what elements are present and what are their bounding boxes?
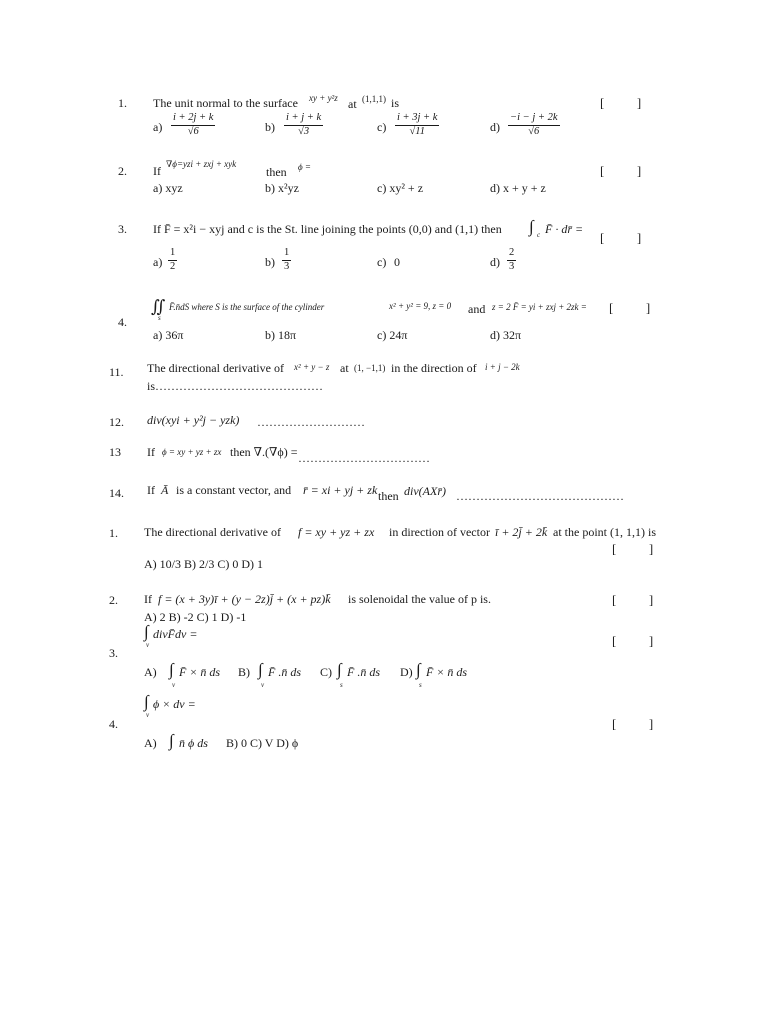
s2-q3-opt-d-sub: s [419, 681, 422, 689]
q1-opt-d-label: d) [490, 120, 500, 134]
q4-and: and [468, 302, 486, 316]
s2-q4-opt-a-integrand: n̄ ϕ ds [179, 736, 208, 750]
q1-number: 1. [118, 96, 127, 110]
s2-q3-number: 3. [109, 646, 118, 660]
q1-opt-c-fraction: i + 3j + k √11 [397, 112, 438, 137]
q2-opt-c: c) xy² + z [377, 181, 424, 195]
s2-q4-answer-bracket[interactable]: [ ] [612, 716, 654, 731]
q14-position-vector: r̄ = xi + yj + zk [303, 483, 378, 497]
q14-number: 14. [109, 486, 124, 500]
q3-answer-bracket[interactable]: [ ] [600, 230, 642, 245]
q14-constant-text: is a constant vector, and [176, 483, 292, 497]
q2-answer-bracket[interactable]: [ ] [600, 163, 642, 178]
s2-q4-other-options: B) 0 C) V D) ϕ [226, 736, 299, 750]
s2-q1-stem: The directional derivative of [144, 525, 281, 539]
q14-then: then [378, 489, 399, 503]
q2-opt-a: a) xyz [153, 181, 183, 195]
s2-q2-field: f = (x + 3y)ī + (y − 2z)j̄ + (x + pz)k̄ [158, 592, 331, 606]
q12-expression: div(xyi + y²j − yzk) [147, 413, 240, 427]
q1-surface: xy + y²z [309, 93, 338, 103]
q11-direction-text: in the direction of [391, 361, 477, 375]
s2-q2-tail: is solenoidal the value of p is. [348, 592, 491, 606]
q4-integrand: F̄.n̄dS where S is the surface of the cylinder [169, 302, 325, 312]
q3-integrand: F̄ · dr̄ = [545, 222, 584, 236]
q1-opt-a-label: a) [153, 120, 163, 134]
q1-stem: The unit normal to the surface [153, 96, 298, 110]
q2-then: then [266, 165, 287, 179]
q4-number: 4. [118, 315, 127, 329]
s2-q4-stem: ϕ × dv = [153, 697, 196, 711]
q11-direction: i + j − 2k [485, 362, 520, 372]
s2-q3-opt-b-integral: ∫ [258, 660, 263, 679]
q3-number: 3. [118, 222, 127, 236]
s2-q3-opt-a-label: A) [144, 665, 157, 679]
s2-q1-mid: in direction of vector [389, 525, 490, 539]
q13-phi: ϕ = xy + yz + zx [162, 447, 222, 457]
q12-blank[interactable]: ……………………… [257, 415, 365, 429]
s2-q3-opt-a-integrand: F̄ × n̄ ds [179, 665, 221, 679]
q13-if: If [147, 445, 155, 459]
s2-q4-integral-sign: ∫ [144, 692, 149, 711]
q1-opt-b-fraction: i + j + k √3 [286, 112, 322, 137]
s2-q3-opt-c-sub: s [340, 681, 343, 689]
q3-opt-a-fraction: 1 2 [170, 247, 176, 272]
s2-q2-if: If [144, 592, 152, 606]
s2-q3-opt-d-label: D) [400, 665, 413, 679]
q3-opt-b-fraction: 1 3 [284, 247, 290, 272]
q14-if: If [147, 483, 155, 497]
q3-opt-b-label: b) [265, 255, 275, 269]
q13-then: then ∇.(∇ϕ) = [230, 445, 298, 459]
q1-at: at [348, 97, 357, 111]
s2-q4-opt-a-label: A) [144, 736, 157, 750]
q11-point: (1, −1,1) [354, 363, 386, 373]
q11-at: at [340, 361, 349, 375]
s2-q4-opt-a-integral: ∫ [169, 731, 174, 750]
s2-q3-stem: divF̄dv = [153, 627, 198, 641]
s2-q4-number: 4. [109, 717, 118, 731]
q4-cylinder-eq: x² + y² = 9, z = 0 [389, 301, 452, 311]
q4-opt-b: b) 18π [265, 328, 297, 342]
q4-opt-d: d) 32π [490, 328, 522, 342]
q4-opt-a: a) 36π [153, 328, 184, 342]
q1-opt-a-fraction: i + 2j + k √6 [173, 112, 214, 137]
q11-function: x² + y − z [294, 362, 330, 372]
q12-number: 12. [109, 415, 124, 429]
s2-q2-number: 2. [109, 593, 118, 607]
q1-opt-d-fraction: −i − j + 2k √6 [510, 112, 558, 137]
q4-opt-c: c) 24π [377, 328, 408, 342]
q1-point: (1,1,1) [362, 94, 386, 104]
s2-q3-integral-sign: ∫ [144, 622, 149, 641]
q3-integral-subscript: c [537, 231, 541, 239]
q2-phi: ϕ = [298, 162, 311, 172]
s2-q2-answer-bracket[interactable]: [ ] [612, 592, 654, 607]
s2-q3-opt-c-label: C) [320, 665, 332, 679]
q3-opt-d-label: d) [490, 255, 500, 269]
q4-field: z = 2 F̄ = yi + zxj + 2zk = [492, 302, 587, 312]
q1-opt-c-label: c) [377, 120, 387, 134]
s2-q3-opt-b-integrand: F̄ .n̄ ds [268, 665, 301, 679]
s2-q1-vector: ī + 2j̄ + 2k̄ [495, 525, 548, 539]
s2-q3-opt-b-sub: v [261, 681, 265, 689]
q11-blank[interactable]: is…………………………………… [147, 379, 324, 393]
q13-blank[interactable]: …………………………… [298, 451, 430, 465]
q4-integral-subscript: s [158, 314, 161, 322]
q3-opt-d-fraction: 2 3 [509, 247, 515, 272]
s2-q1-number: 1. [109, 526, 118, 540]
s2-q3-opt-d-integral: ∫ [416, 660, 421, 679]
s2-q3-answer-bracket[interactable]: [ ] [612, 633, 654, 648]
s2-q3-opt-d-integrand: F̄ × n̄ ds [426, 665, 468, 679]
q2-opt-b: b) x²yz [265, 181, 299, 195]
q4-surface-integral-sign: ∬ [151, 297, 166, 316]
q14-vector-a: Ā [161, 483, 169, 497]
q2-if: If [153, 164, 161, 178]
q13-number: 13 [109, 445, 121, 459]
s2-q1-answer-bracket[interactable]: [ ] [612, 541, 654, 556]
q3-line-integral-sign: ∫ [529, 217, 534, 236]
s2-q2-options: A) 2 B) -2 C) 1 D) -1 [144, 610, 247, 624]
s2-q3-opt-a-integral: ∫ [169, 660, 174, 679]
s2-q1-function: f = xy + yz + zx [298, 525, 375, 539]
q14-div: div(AXr̄) [404, 484, 446, 498]
q1-opt-b-label: b) [265, 120, 275, 134]
q3-stem: If F̄ = x²i − xyj and c is the St. line joining the points (0,0) and (1,1) then [153, 222, 502, 236]
q2-opt-d: d) x + y + z [490, 181, 546, 195]
q1-is: is [391, 96, 400, 110]
q11-number: 11. [109, 365, 124, 379]
s2-q3-opt-b-label: B) [238, 665, 250, 679]
q11-stem: The directional derivative of [147, 361, 284, 375]
q4-answer-bracket[interactable]: [ ] [609, 300, 651, 315]
q14-blank[interactable]: …………………………………… [456, 489, 624, 503]
s2-q3-opt-c-integrand: F̄ .n̄ ds [347, 665, 380, 679]
s2-q1-options: A) 10/3 B) 2/3 C) 0 D) 1 [144, 557, 263, 571]
q3-opt-c-label: c) [377, 255, 387, 269]
s2-q3-subscript: v [146, 641, 150, 649]
q2-number: 2. [118, 164, 127, 178]
s2-q1-tail: at the point (1, 1,1) is [553, 525, 656, 539]
q3-opt-a-label: a) [153, 255, 163, 269]
s2-q4-subscript: v [146, 711, 150, 719]
q1-answer-bracket[interactable]: [ ] [600, 95, 642, 110]
q3-opt-c-value: 0 [394, 255, 400, 269]
s2-q3-opt-c-integral: ∫ [337, 660, 342, 679]
s2-q3-opt-a-sub: v [172, 681, 176, 689]
q2-gradient: ∇ϕ=yzi + zxj + xyk [166, 159, 237, 169]
